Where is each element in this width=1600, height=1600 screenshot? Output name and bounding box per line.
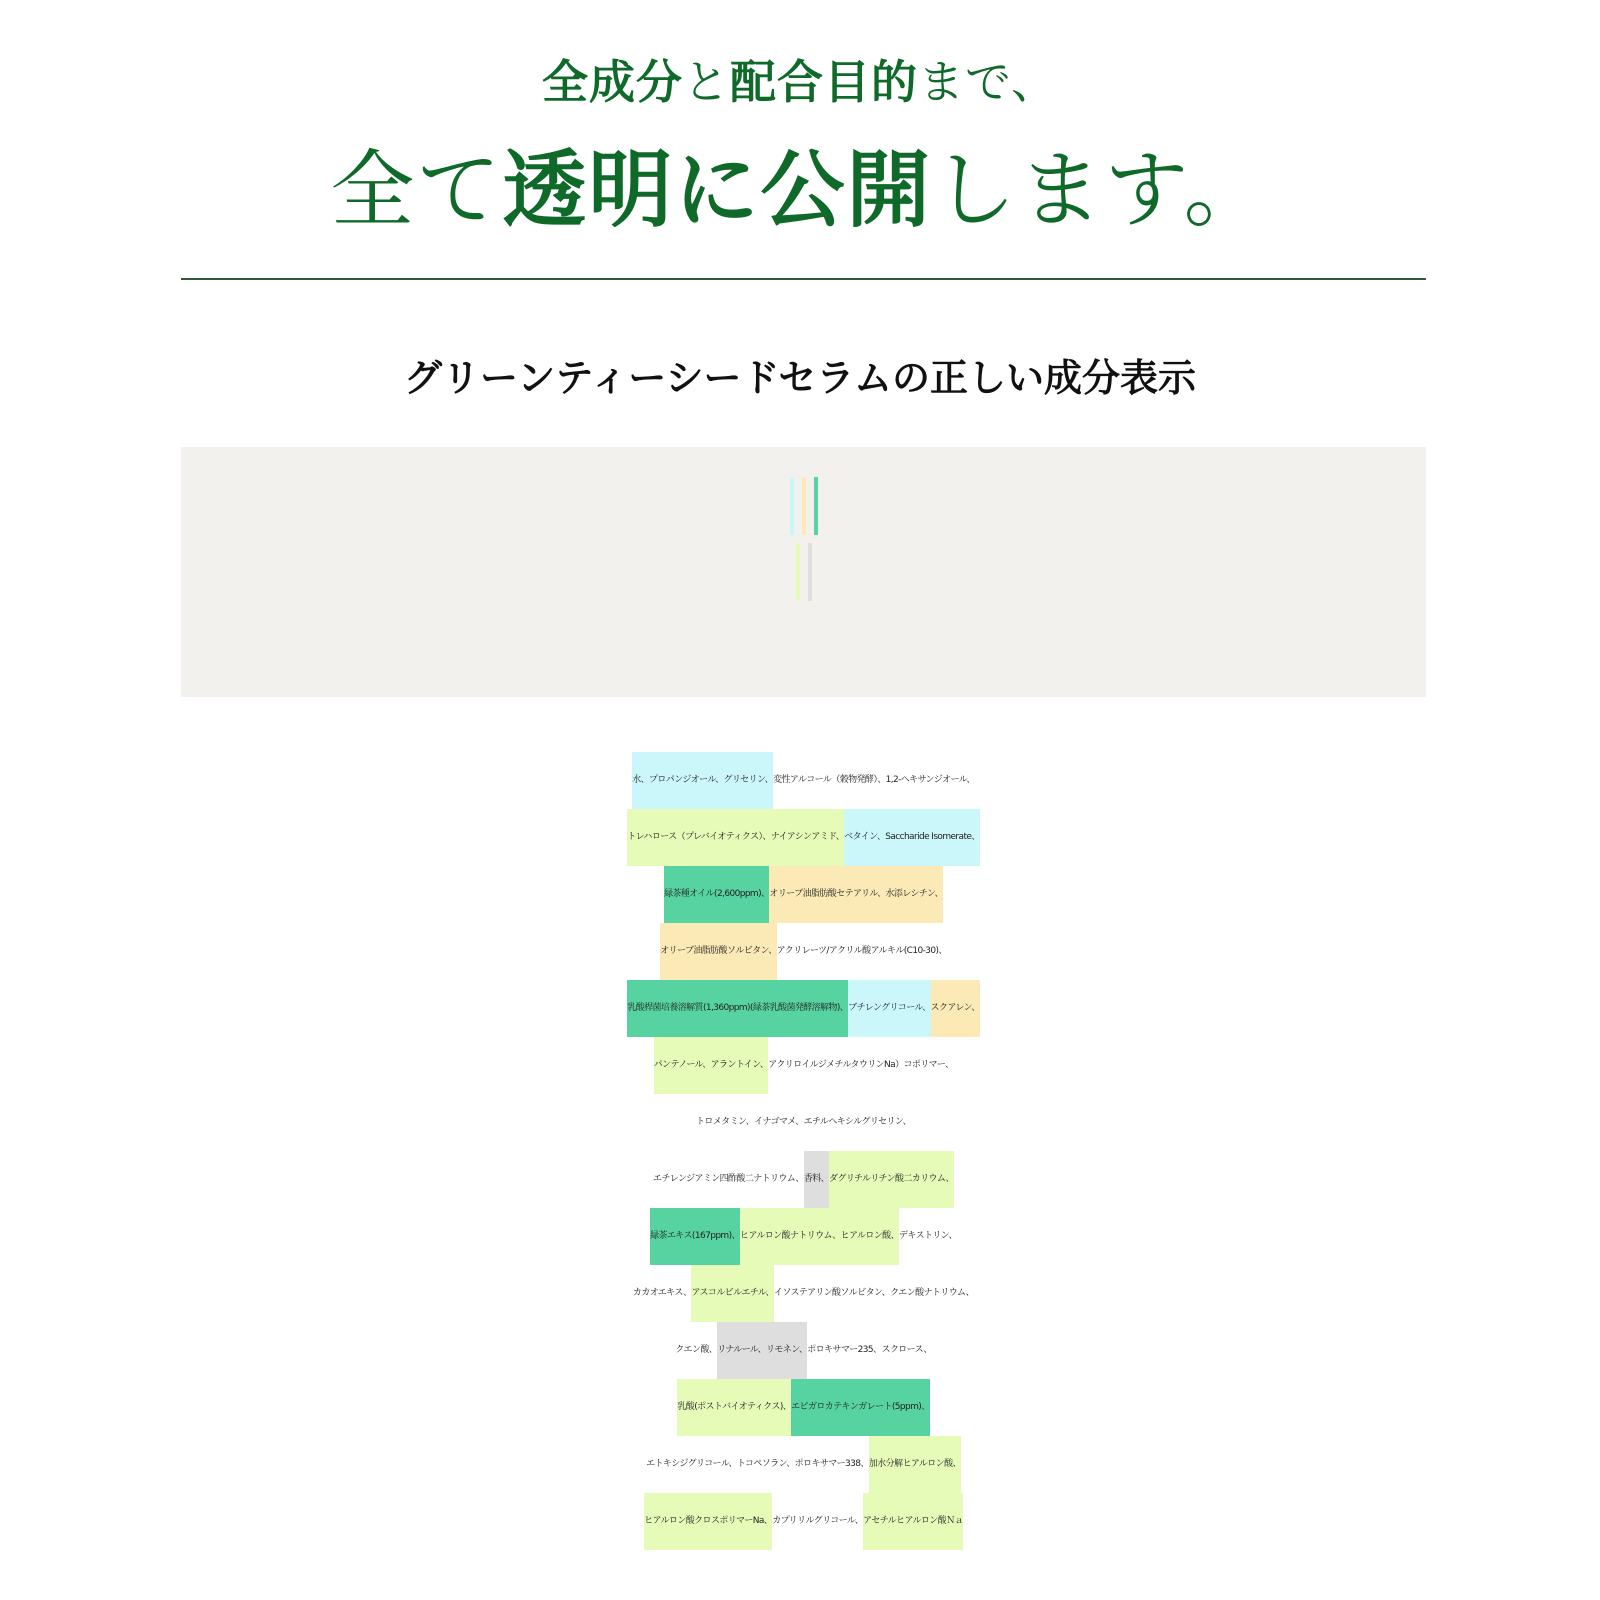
ingredient-text: ポロキサマー235、スクロース、 [807,1345,932,1355]
ingredient-text: エチレンジアミン四酢酸二ナトリウム、 [653,1174,804,1184]
ingredient-highlight-yellow: オリーブ油脂肪酸ソルビタン、 [660,923,776,980]
headline-segment: 全て [330,141,503,239]
ingredient-highlight-green: 緑茶エキス(167ppm)、 [650,1208,740,1265]
ingredient-line [181,1436,1426,1493]
legend-tag-cyan [790,477,794,535]
ingredient-line [181,1037,1426,1094]
ingredient-text: トロメタミン、イナゴマメ、エチルヘキシルグリセリン、 [695,1117,912,1127]
legend-tag-green [814,477,818,535]
headline-segment: 透明に公開 [502,141,933,239]
ingredient-highlight-lime: アスコルビルエチル、 [691,1265,773,1322]
ingredient-highlight-lime: アセチルヒアルロン酸Ｎａ [863,1493,963,1550]
ingredient-highlight-cyan: ベタイン、Saccharide Isomerate、 [844,809,980,866]
ingredient-highlight-gray: リナルール、リモネン、 [717,1322,807,1379]
ingredient-highlight-green: エピガロカテキンガレート(5ppm)、 [791,1379,929,1436]
ingredient-highlight-green: 緑茶種オイル(2,600ppm)、 [664,866,769,923]
ingredient-text: エトキシジグリコール、トコペソラン、ポロキサマー338、 [646,1459,869,1469]
ingredient-highlight-lime: 加水分解ヒアルロン酸、 [869,1436,961,1493]
divider [181,278,1426,280]
ingredient-line [181,1379,1426,1436]
ingredient-line [181,809,1426,866]
headline-segment: 配合目的 [729,55,918,109]
headline-line-1 [0,42,1600,122]
ingredient-text: クエン酸、 [675,1345,718,1355]
legend-box [181,447,1426,697]
ingredient-line [181,1094,1426,1151]
legend-tag-yellow [802,477,806,535]
ingredient-line [181,1493,1426,1550]
headline-segment: 全成分 [541,55,683,109]
ingredient-text: カカオエキス、 [632,1288,692,1298]
ingredient-line [181,866,1426,923]
ingredient-highlight-green: 乳酸桿菌培養溶解質(1,360ppm)(緑茶乳酸菌発酵溶解物)、 [627,980,848,1037]
ingredient-highlight-yellow: スクアレン、 [931,980,980,1037]
headline-line-2 [0,128,1600,252]
ingredient-highlight-lime: 乳酸(ポストバイオティクス)、 [677,1379,791,1436]
headline-segment: まで、 [917,55,1059,109]
ingredient-highlight-cyan: 水、プロパンジオール、グリセリン、 [632,752,773,809]
ingredient-text: 変性アルコール（穀物発酵）、1,2-ヘキサンジオール、 [773,775,975,785]
ingredient-highlight-lime: パンテノール、アラントイン、 [654,1037,769,1094]
legend-tag-gray [808,543,812,601]
ingredient-text: カプリリルグリコール、 [772,1516,863,1526]
legend-tag-lime [796,543,800,601]
legend-row [181,610,1426,668]
ingredient-line [181,1265,1426,1322]
ingredient-highlight-lime: ダグリチルリチン酸二カリウム、 [829,1151,954,1208]
legend-row [181,543,1426,601]
ingredient-line [181,1151,1426,1208]
headline-segment: します。 [932,141,1270,239]
ingredient-text: アクリレーツ/アクリル酸アルキル(C10-30)、 [776,946,947,956]
ingredient-highlight-lime: ヒアルロン酸クロスポリマーNa、 [644,1493,772,1550]
ingredient-line [181,980,1426,1037]
ingredient-text: アクリロイルジメチルタウリンNa）コポリマー、 [768,1060,954,1070]
ingredient-line [181,1322,1426,1379]
ingredient-highlight-lime: ヒアルロン酸ナトリウム、ヒアルロン酸、 [740,1208,899,1265]
ingredient-text: イソステアリン酸ソルビタン、クエン酸ナトリウム、 [773,1288,975,1298]
ingredient-highlight-cyan: ブチレングリコール、 [848,980,930,1037]
legend-row [181,477,1426,535]
ingredient-text: デキストリン、 [898,1231,957,1241]
ingredient-line [181,923,1426,980]
ingredient-line [181,752,1426,809]
headline-segment: と [682,55,730,109]
ingredient-highlight-yellow: オリーブ油脂肪酸セテアリル、水添レシチン、 [769,866,942,923]
ingredient-highlight-lime: トレハロース（プレバイオティクス）、ナイアシンアミド、 [627,809,844,866]
ingredient-line [181,1208,1426,1265]
section-title: グリーンティーシードセラムの正しい成分表示 [404,356,1196,400]
ingredient-list [181,752,1426,1550]
ingredient-highlight-gray: 香料、 [804,1151,829,1208]
